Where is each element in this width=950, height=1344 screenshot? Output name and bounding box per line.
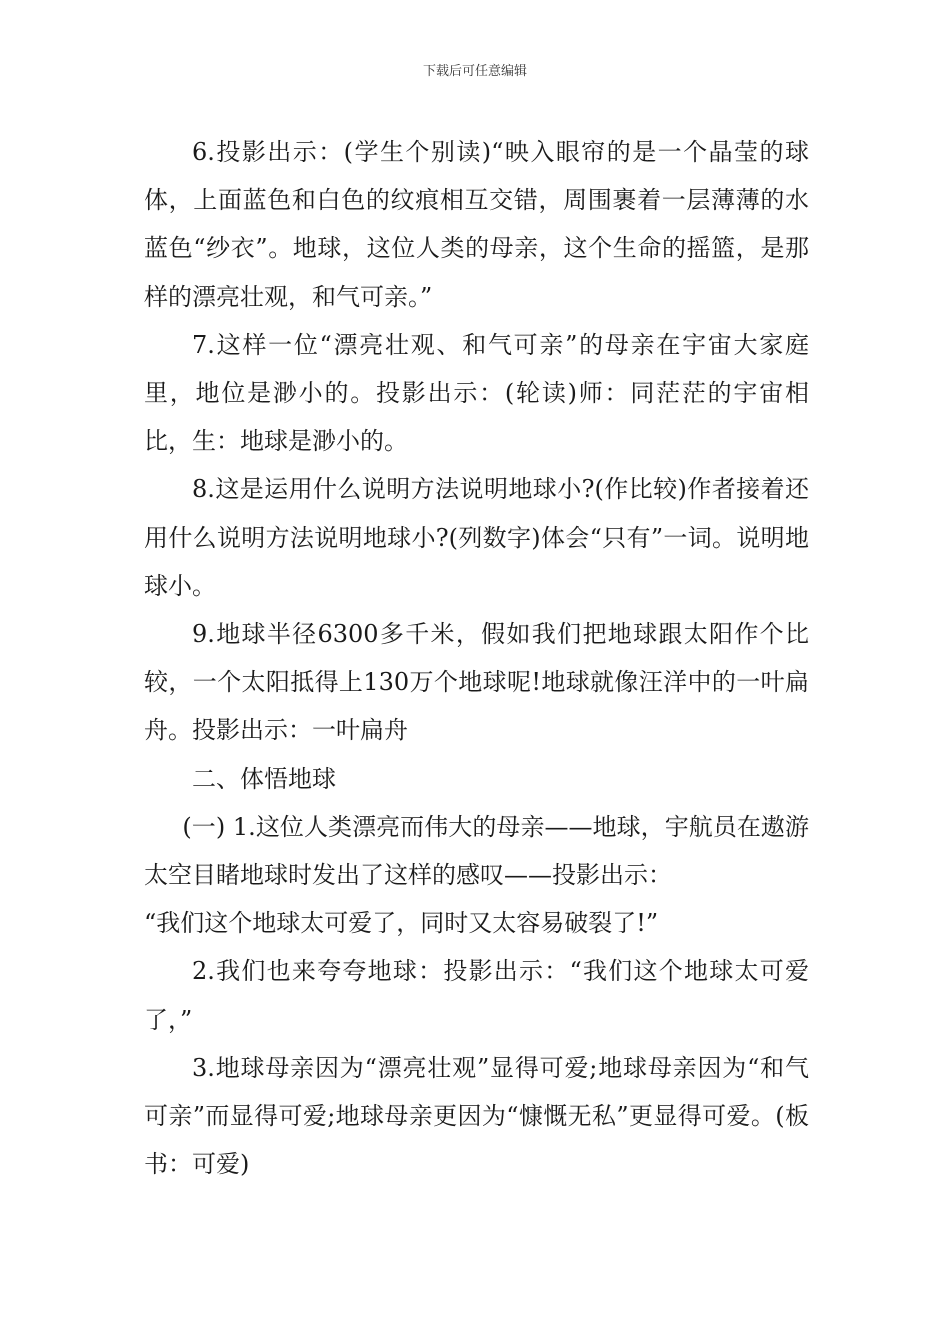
document-body xyxy=(144,128,809,1188)
quote-line: “我们这个地球太可爱了，同时又太容易破裂了!” xyxy=(144,909,659,938)
paragraph-section-1: (一) 1.这位人类漂亮而伟大的母亲——地球，宇航员在遨游太空目睹地球时发出了这样的感叹——投影出示： xyxy=(144,812,809,890)
page-header: 下载后可任意编辑 xyxy=(422,64,527,79)
paragraph-9: 9.地球半径6300多千米，假如我们把地球跟太阳作个比较，一个太阳抵得上130万个地球呢!地球就像汪洋中的一叶扁舟。投影出示：一叶扁舟 xyxy=(144,620,809,745)
paragraph-7: 7.这样一位“漂亮壮观、和气可亲”的母亲在宇宙大家庭里，地位是渺小的。投影出示：(轮读)师：同茫茫的宇宙相比，生：地球是渺小的。 xyxy=(144,330,809,456)
paragraph-8: 8.这是运用什么说明方法说明地球小?(作比较)作者接着还用什么说明方法说明地球小?(列数字)体会“只有”一词。说明地球小。 xyxy=(144,475,809,600)
paragraph-section-3: 3.地球母亲因为“漂亮壮观”显得可爱;地球母亲因为“和气可亲”而显得可爱;地球母亲更因为“慷慨无私”更显得可爱。(板书：可爱) xyxy=(144,1053,809,1179)
paragraph-6: 6.投影出示：(学生个别读)“映入眼帘的是一个晶莹的球体，上面蓝色和白色的纹痕相互交错，周围裹着一层薄薄的水蓝色“纱衣”。地球，这位人类的母亲，这个生命的摇篮，是那样的漂亮壮观，和气可亲。” xyxy=(144,138,809,311)
paragraph-section-2: 2.我们也来夸夸地球：投影出示：“我们这个地球太可爱了，” xyxy=(144,957,809,1034)
section-heading: 二、体悟地球 xyxy=(192,764,336,793)
